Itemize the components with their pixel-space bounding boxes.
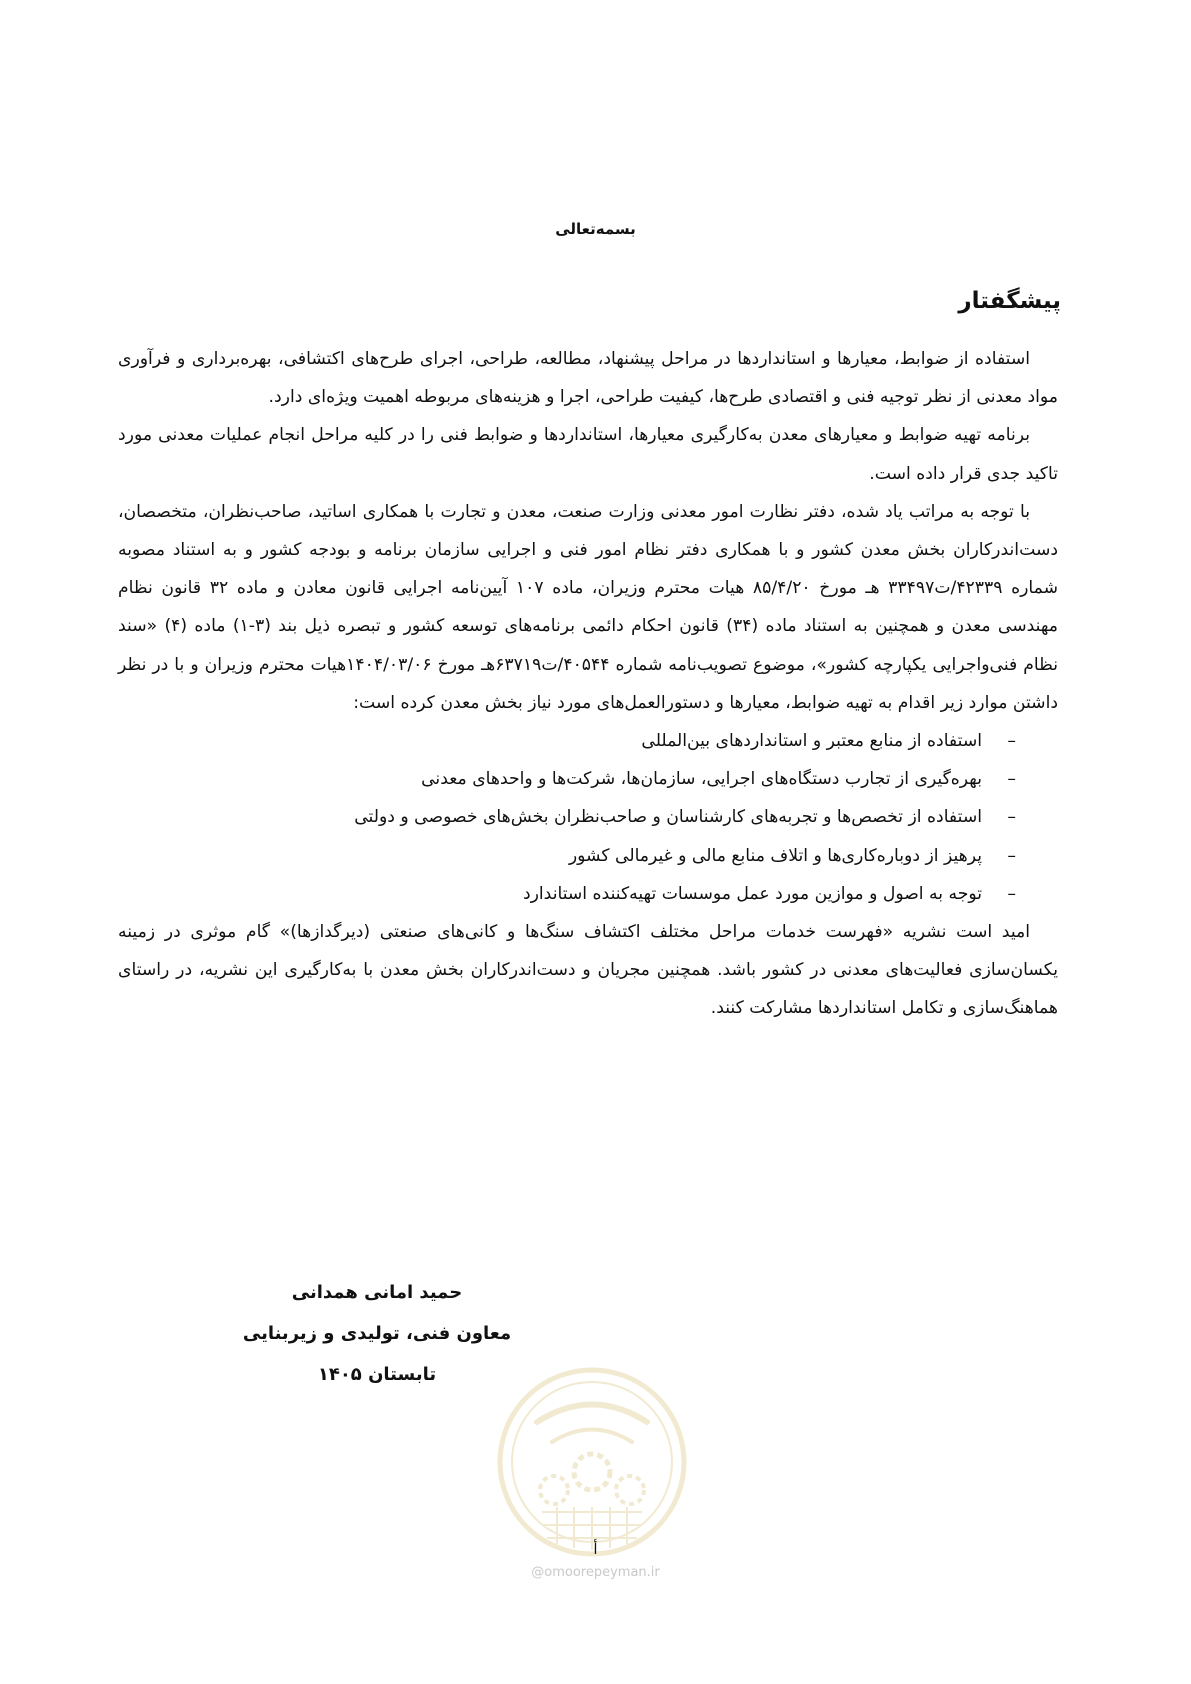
list-item (118, 837, 1016, 875)
list-item-text: استفاده از تخصص‌ها و تجربه‌های کارشناسان و صاحب‌نظران بخش‌های خصوصی و دولتی (354, 807, 982, 828)
list-item (118, 722, 1016, 760)
document-body (118, 340, 1058, 1028)
signature-block (232, 1272, 522, 1395)
paragraph-3: با توجه به مراتب یاد شده، دفتر نظارت امور معدنی وزارت صنعت، معدن و تجارت با همکاری اساتید، صاحب‌نظران، متخصصان، دست‌اندرکاران بخش معدن کشور و با همکاری دفتر نظام امور فنی و اجرایی سازمان برنامه و بودجه کشور و به استناد مصوبه شماره ۴۲۳۳۹/ت۳۳۴۹۷ هـ مورخ ۸۵/۴/۲۰ هیات محترم وزیران، ماده ۱۰۷ آیین‌نامه اجرایی قانون معادن و ماده ۳۲ قانون نظام مهندسی معدن و همچنین به استناد ماده (۳۴) قانون احکام دائمی برنامه‌های توسعه کشور و تبصره ذیل بند (۳-۱) ماده (۴) «سند نظام فنی‌واجرایی یکپارچه کشور»، موضوع تصویب‌نامه شماره ۴۰۵۴۴/ت۶۳۷۱۹هـ مورخ ۱۴۰۴/۰۳/۰۶هیات محترم وزیران و با در نظر داشتن موارد زیر اقدام به تهیه ضوابط، معیارها و دستورالعمل‌های مورد نیاز بخش معدن کرده است: (118, 501, 1059, 713)
list-item (118, 798, 1016, 836)
list-item-text: استفاده از منابع معتبر و استانداردهای بین‌المللی (641, 731, 982, 752)
bullet-dash: – (1007, 807, 1016, 828)
bullet-dash: – (1007, 883, 1016, 904)
paragraph-1: استفاده از ضوابط، معیارها و استانداردها در مراحل پیشنهاد، مطالعه، طراحی، اجرای طرح‌های اکتشافی، بهره‌برداری و فرآوری مواد معدنی از نظر توجیه فنی و اقتصادی طرح‌ها، کیفیت طراحی، اجرا و هزینه‌های مربوطه اهمیت ویژه‌ای دارد. (118, 349, 1058, 408)
bullet-dash: – (1007, 845, 1016, 866)
basmala: بسمه‌تعالی (555, 220, 636, 238)
closing-paragraph: امید است نشریه «فهرست خدمات مراحل مختلف اکتشاف سنگ‌ها و کانی‌های صنعتی (دیرگدازها)» گام موثری در زمینه یکسان‌سازی فعالیت‌های معدنی در کشور باشد. همچنین مجریان و دست‌اندرکاران بخش معدن با به‌کارگیری این نشریه، در راستای هماهنگ‌سازی و تکامل استانداردها مشارکت کنند. (118, 922, 1058, 1019)
seal-logo-icon (492, 1362, 692, 1562)
watermark: @omoorepeyman.ir (531, 1565, 660, 1580)
signer-position: معاون فنی، تولیدی و زیربنایی (242, 1323, 512, 1344)
page-title: پیشگفتار (958, 288, 1061, 314)
list-item (118, 760, 1016, 798)
signer-name: حمید امانی همدانی (291, 1282, 463, 1303)
bullet-dash: – (1007, 731, 1016, 752)
bullet-dash: – (1007, 769, 1016, 790)
list-item (118, 875, 1016, 913)
paragraph-2: برنامه تهیه ضوابط و معیارهای معدن به‌کارگیری معیارها، استانداردها و ضوابط فنی را در کلیه مراحل انجام عملیات معدنی مورد تاکید جدی قرار داده است. (118, 425, 1058, 484)
criteria-list (118, 722, 1058, 913)
list-item-text: بهره‌گیری از تجارب دستگاه‌های اجرایی، سازمان‌ها، شرکت‌ها و واحدهای معدنی (421, 769, 982, 790)
page-number: أ (593, 1540, 598, 1558)
list-item-text: توجه به اصول و موازین مورد عمل موسسات تهیه‌کننده استاندارد (522, 883, 982, 904)
signature-date: تابستان ۱۴۰۵ (317, 1364, 437, 1385)
list-item-text: پرهیز از دوباره‌کاری‌ها و اتلاف منابع مالی و غیرمالی کشور (568, 845, 982, 866)
